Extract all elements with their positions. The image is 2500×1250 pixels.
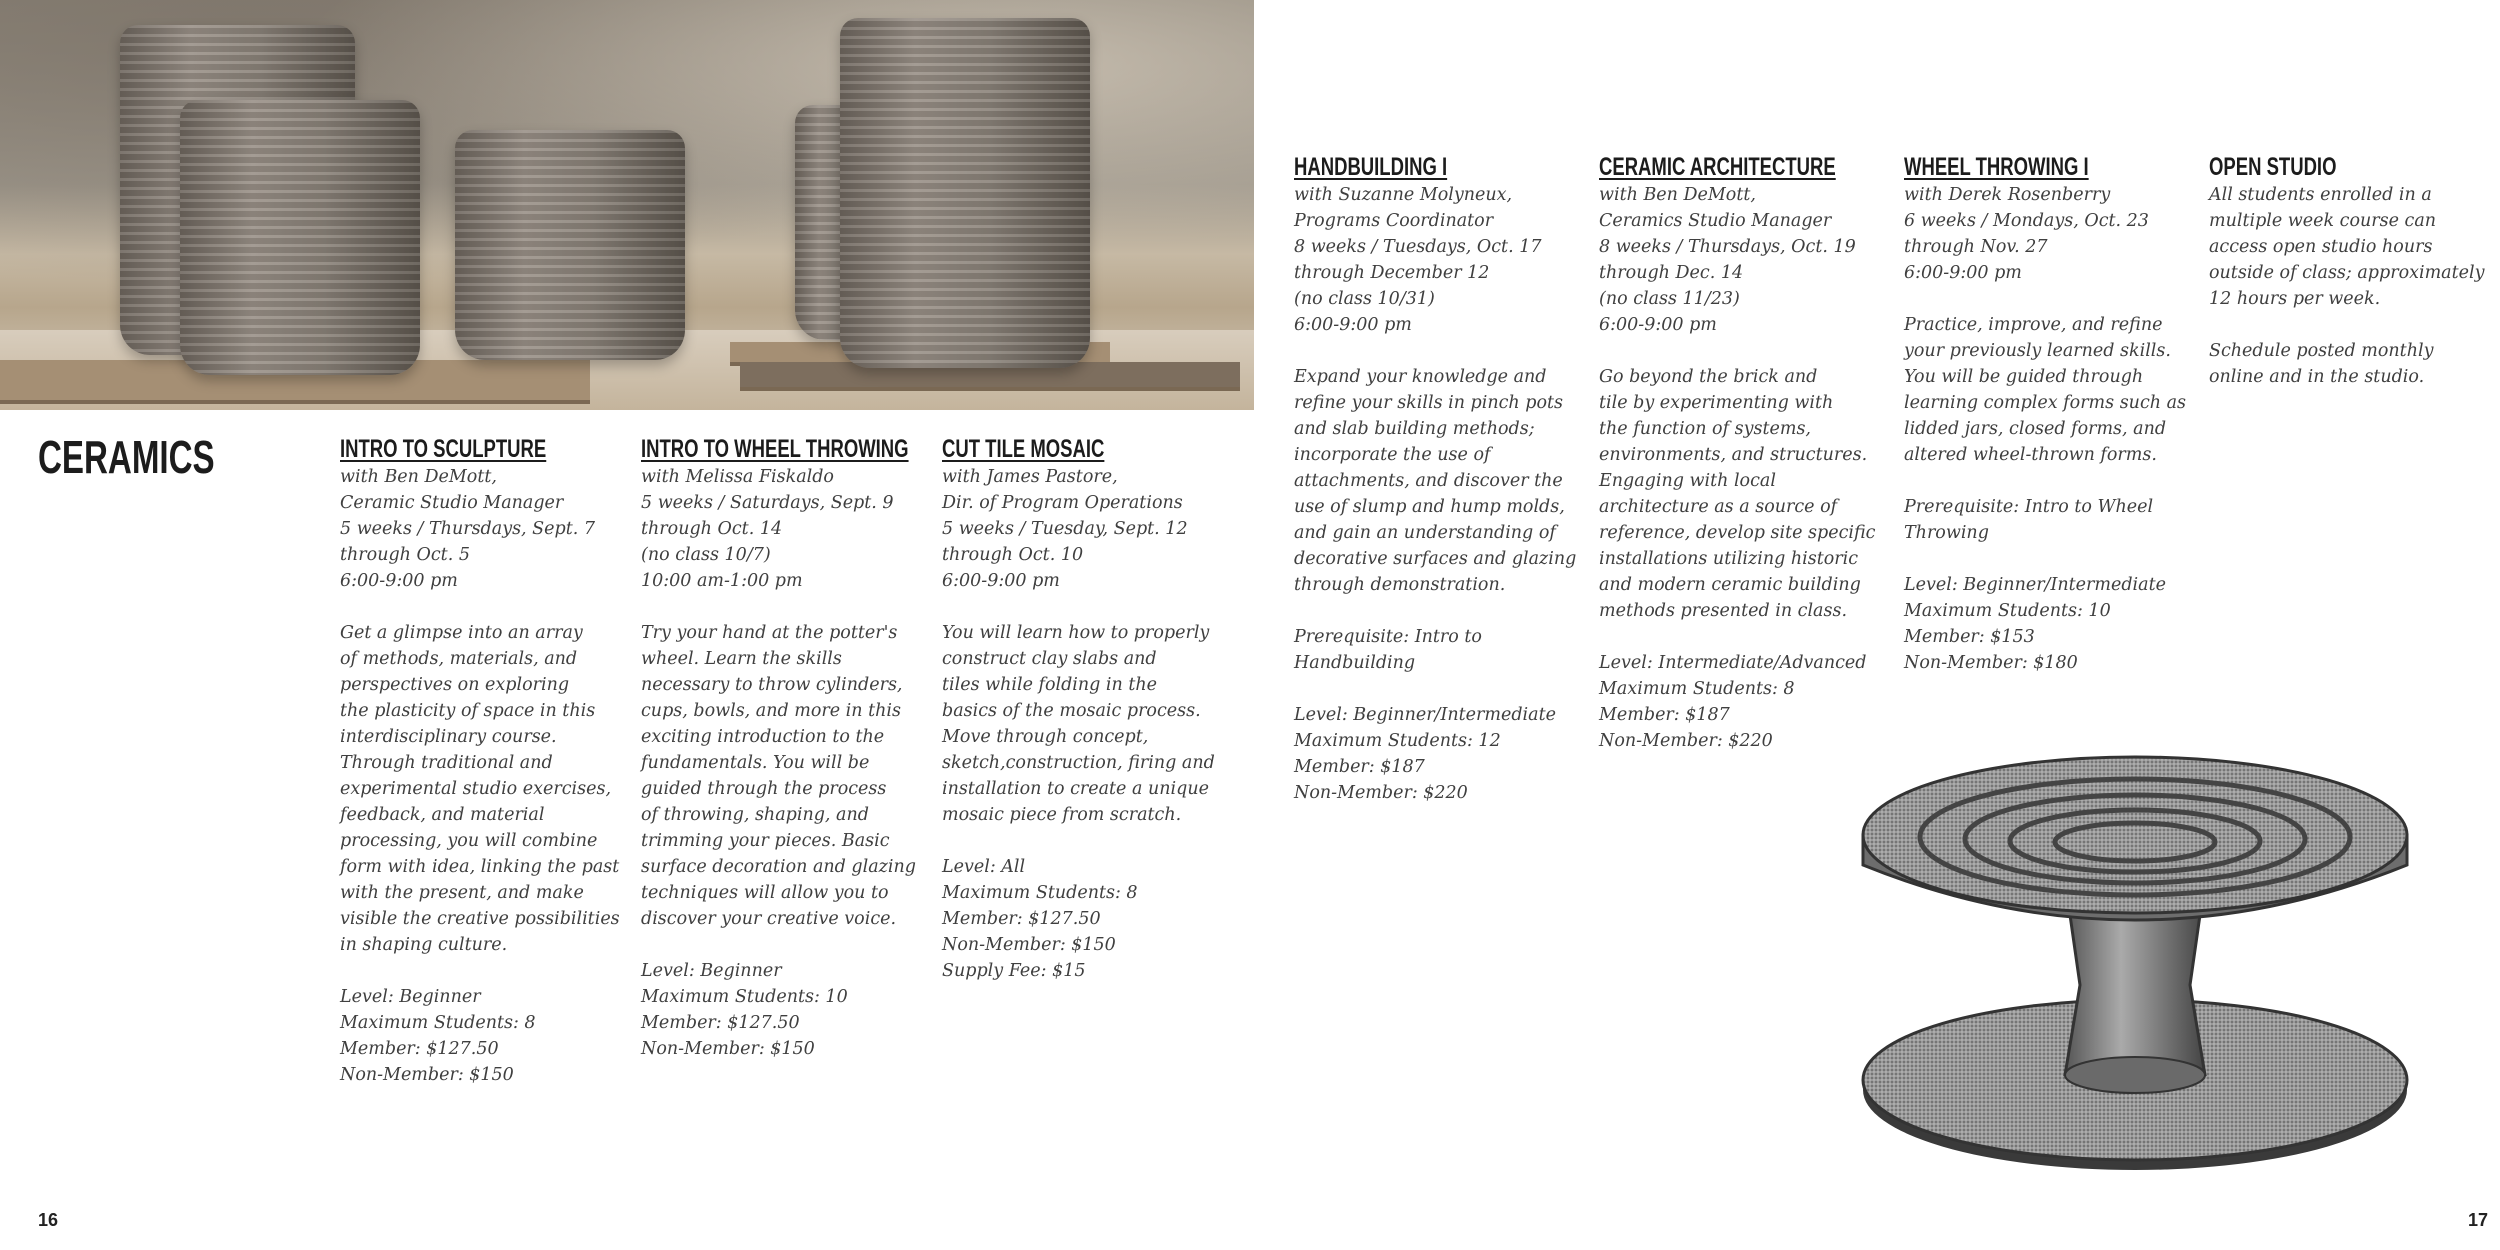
course-text-line: Get a glimpse into an array (340, 623, 583, 643)
course-text-line: (no class 11/23) (1599, 289, 1740, 309)
course-text-line: 6:00-9:00 pm (1599, 315, 1717, 335)
course-text-line: online and in the studio. (2209, 367, 2425, 387)
course-title: WHEEL THROWING I (1904, 153, 2089, 181)
course-intro-to-sculpture (340, 434, 625, 1088)
course-text-line: processing, you will combine (340, 831, 598, 851)
paragraph-gap (1599, 338, 1884, 364)
course-body (1904, 182, 2189, 676)
course-body (340, 464, 625, 1088)
course-text-line: outside of class; approximately (2209, 263, 2485, 283)
page-number-right: 17 (2468, 1210, 2489, 1230)
course-text-line: fundamentals. You will be (641, 753, 870, 773)
course-text-line: Move through concept, (942, 727, 1149, 747)
course-text-line: wheel. Learn the skills (641, 649, 842, 669)
course-text-line: with the present, and make (340, 883, 584, 903)
course-text-line: 10:00 am-1:00 pm (641, 571, 803, 591)
course-text-line: discover your creative voice. (641, 909, 897, 929)
course-text-line: methods presented in class. (1599, 601, 1848, 621)
course-text-line: with Ben DeMott, (1599, 185, 1756, 205)
course-title: INTRO TO SCULPTURE (340, 435, 547, 463)
course-text-line: Level: All (942, 857, 1026, 877)
course-text-line: learning complex forms such as (1904, 393, 2186, 413)
course-title: CERAMIC ARCHITECTURE (1599, 153, 1836, 181)
course-text-line: guided through the process (641, 779, 887, 799)
course-wheel-throwing-i (1904, 152, 2189, 676)
course-title: CUT TILE MOSAIC (942, 435, 1105, 463)
course-text-line: You will learn how to properly (942, 623, 1210, 643)
paragraph-gap (641, 932, 926, 958)
course-text-line: tile by experimenting with (1599, 393, 1834, 413)
course-text-line: mosaic piece from scratch. (942, 805, 1182, 825)
course-text-line: and slab building methods; (1294, 419, 1535, 439)
course-text-line: access open studio hours (2209, 237, 2433, 257)
course-body (1599, 182, 1884, 754)
course-text-line: basics of the mosaic process. (942, 701, 1201, 721)
course-text-line: environments, and structures. (1599, 445, 1868, 465)
course-text-line: Non-Member: $150 (942, 935, 1116, 955)
course-text-line: Non-Member: $180 (1904, 653, 2078, 673)
course-text-line: Supply Fee: $15 (942, 961, 1086, 981)
course-text-line: through Oct. 10 (942, 545, 1084, 565)
course-text-line: Level: Beginner/Intermediate (1904, 575, 2166, 595)
course-text-line: You will be guided through (1904, 367, 2144, 387)
course-text-line: surface decoration and glazing (641, 857, 916, 877)
course-text-line: installations utilizing historic (1599, 549, 1859, 569)
course-text-line: Member: $127.50 (942, 909, 1101, 929)
paragraph-gap (1904, 546, 2189, 572)
cup-image (840, 18, 1090, 368)
course-text-line: Programs Coordinator (1294, 211, 1494, 231)
course-open-studio (2209, 152, 2489, 390)
course-text-line: Member: $127.50 (340, 1039, 499, 1059)
course-text-line: and gain an understanding of (1294, 523, 1556, 543)
course-text-line: Member: $153 (1904, 627, 2035, 647)
course-text-line: (no class 10/7) (641, 545, 771, 565)
paragraph-gap (340, 958, 625, 984)
course-text-line: exciting introduction to the (641, 727, 885, 747)
course-text-line: Through traditional and (340, 753, 553, 773)
course-text-line: altered wheel-thrown forms. (1904, 445, 2157, 465)
cup-image (180, 100, 420, 375)
course-text-line: the function of systems, (1599, 419, 1811, 439)
course-text-line: Dir. of Program Operations (942, 493, 1183, 513)
course-text-line: Ceramic Studio Manager (340, 493, 564, 513)
course-text-line: Member: $127.50 (641, 1013, 800, 1033)
course-text-line: visible the creative possibilities (340, 909, 620, 929)
course-text-line: reference, develop site specific (1599, 523, 1876, 543)
course-cut-tile-mosaic (942, 434, 1227, 984)
course-text-line: your previously learned skills. (1904, 341, 2171, 361)
course-text-line: with Derek Rosenberry (1904, 185, 2111, 205)
paragraph-gap (1904, 468, 2189, 494)
course-text-line: 6:00-9:00 pm (942, 571, 1060, 591)
course-text-line: Prerequisite: Intro to Wheel (1904, 497, 2154, 517)
course-text-line: cups, bowls, and more in this (641, 701, 901, 721)
course-title: INTRO TO WHEEL THROWING (641, 435, 909, 463)
paragraph-gap (1904, 286, 2189, 312)
course-text-line: Maximum Students: 12 (1294, 731, 1501, 751)
course-text-line: incorporate the use of (1294, 445, 1491, 465)
paragraph-gap (1599, 624, 1884, 650)
course-text-line: Schedule posted monthly (2209, 341, 2434, 361)
course-text-line: Non-Member: $150 (641, 1039, 815, 1059)
course-text-line: and modern ceramic building (1599, 575, 1861, 595)
paragraph-gap (1294, 676, 1579, 702)
course-text-line: the plasticity of space in this (340, 701, 596, 721)
course-text-line: 8 weeks / Tuesdays, Oct. 17 (1294, 237, 1542, 257)
course-text-line: lidded jars, closed forms, and (1904, 419, 2167, 439)
course-text-line: sketch,construction, firing and (942, 753, 1215, 773)
course-text-line: Expand your knowledge and (1294, 367, 1547, 387)
course-text-line: 5 weeks / Tuesday, Sept. 12 (942, 519, 1188, 539)
course-text-line: necessary to throw cylinders, (641, 675, 903, 695)
course-text-line: trimming your pieces. Basic (641, 831, 890, 851)
course-text-line: through demonstration. (1294, 575, 1506, 595)
course-text-line: Non-Member: $220 (1599, 731, 1773, 751)
course-text-line: perspectives on exploring (340, 675, 570, 695)
course-text-line: Throwing (1904, 523, 1989, 543)
course-text-line: Non-Member: $220 (1294, 783, 1468, 803)
course-text-line: All students enrolled in a (2209, 185, 2432, 205)
course-text-line: Maximum Students: 8 (1599, 679, 1795, 699)
cup-image (455, 130, 685, 360)
course-text-line: 6:00-9:00 pm (340, 571, 458, 591)
paragraph-gap (1294, 338, 1579, 364)
paragraph-gap (2209, 312, 2489, 338)
course-text-line: through Nov. 27 (1904, 237, 2048, 257)
paragraph-gap (942, 594, 1227, 620)
course-text-line: tiles while folding in the (942, 675, 1158, 695)
course-text-line: 12 hours per week. (2209, 289, 2381, 309)
paragraph-gap (942, 828, 1227, 854)
course-text-line: construct clay slabs and (942, 649, 1157, 669)
course-body (1294, 182, 1579, 806)
course-text-line: Handbuilding (1294, 653, 1416, 673)
course-text-line: 8 weeks / Thursdays, Oct. 19 (1599, 237, 1856, 257)
course-text-line: Level: Beginner (340, 987, 481, 1007)
course-text-line: 6 weeks / Mondays, Oct. 23 (1904, 211, 2149, 231)
course-body (641, 464, 926, 1062)
course-text-line: Maximum Students: 8 (942, 883, 1138, 903)
course-body (2209, 182, 2489, 390)
course-text-line: Engaging with local (1599, 471, 1776, 491)
course-text-line: in shaping culture. (340, 935, 508, 955)
course-text-line: Maximum Students: 8 (340, 1013, 536, 1033)
course-text-line: 6:00-9:00 pm (1294, 315, 1412, 335)
course-text-line: Try your hand at the potter's (641, 623, 898, 643)
course-text-line: 5 weeks / Saturdays, Sept. 9 (641, 493, 894, 513)
course-text-line: Go beyond the brick and (1599, 367, 1818, 387)
course-text-line: through December 12 (1294, 263, 1490, 283)
course-text-line: Practice, improve, and refine (1904, 315, 2163, 335)
paragraph-gap (1294, 598, 1579, 624)
pottery-cups-photo (0, 0, 1254, 410)
course-text-line: with Melissa Fiskaldo (641, 467, 834, 487)
course-text-line: Level: Intermediate/Advanced (1599, 653, 1867, 673)
course-text-line: with Suzanne Molyneux, (1294, 185, 1513, 205)
course-text-line: with James Pastore, (942, 467, 1118, 487)
course-text-line: refine your skills in pinch pots (1294, 393, 1564, 413)
course-text-line: architecture as a source of (1599, 497, 1838, 517)
course-text-line: installation to create a unique (942, 779, 1209, 799)
course-handbuilding-i (1294, 152, 1579, 806)
course-text-line: Maximum Students: 10 (1904, 601, 2111, 621)
course-text-line: with Ben DeMott, (340, 467, 497, 487)
course-text-line: Non-Member: $150 (340, 1065, 514, 1085)
paragraph-gap (340, 594, 625, 620)
course-text-line: Prerequisite: Intro to (1294, 627, 1482, 647)
course-text-line: use of slump and hump molds, (1294, 497, 1565, 517)
section-title: CERAMICS (38, 431, 215, 483)
course-text-line: through Oct. 14 (641, 519, 783, 539)
course-ceramic-architecture (1599, 152, 1884, 754)
course-text-line: Level: Beginner (641, 961, 782, 981)
course-body (942, 464, 1227, 984)
course-text-line: form with idea, linking the past (340, 857, 620, 877)
course-intro-to-wheel-throwing (641, 434, 926, 1062)
course-text-line: interdisciplinary course. (340, 727, 557, 747)
course-text-line: attachments, and discover the (1294, 471, 1563, 491)
course-title: HANDBUILDING I (1294, 153, 1448, 181)
paragraph-gap (641, 594, 926, 620)
course-text-line: through Oct. 5 (340, 545, 470, 565)
banding-wheel-illustration (1855, 745, 2415, 1185)
course-title: OPEN STUDIO (2209, 153, 2337, 181)
course-text-line: of methods, materials, and (340, 649, 578, 669)
course-text-line: Member: $187 (1599, 705, 1730, 725)
course-text-line: multiple week course can (2209, 211, 2437, 231)
course-text-line: through Dec. 14 (1599, 263, 1744, 283)
course-text-line: of throwing, shaping, and (641, 805, 869, 825)
page-number-left: 16 (38, 1210, 59, 1230)
course-text-line: 5 weeks / Thursdays, Sept. 7 (340, 519, 596, 539)
course-text-line: Member: $187 (1294, 757, 1425, 777)
course-text-line: decorative surfaces and glazing (1294, 549, 1577, 569)
course-text-line: Maximum Students: 10 (641, 987, 848, 1007)
course-text-line: Level: Beginner/Intermediate (1294, 705, 1556, 725)
course-text-line: techniques will allow you to (641, 883, 889, 903)
course-text-line: feedback, and material (340, 805, 545, 825)
course-text-line: Ceramics Studio Manager (1599, 211, 1832, 231)
course-text-line: (no class 10/31) (1294, 289, 1435, 309)
course-text-line: experimental studio exercises, (340, 779, 612, 799)
course-text-line: 6:00-9:00 pm (1904, 263, 2022, 283)
